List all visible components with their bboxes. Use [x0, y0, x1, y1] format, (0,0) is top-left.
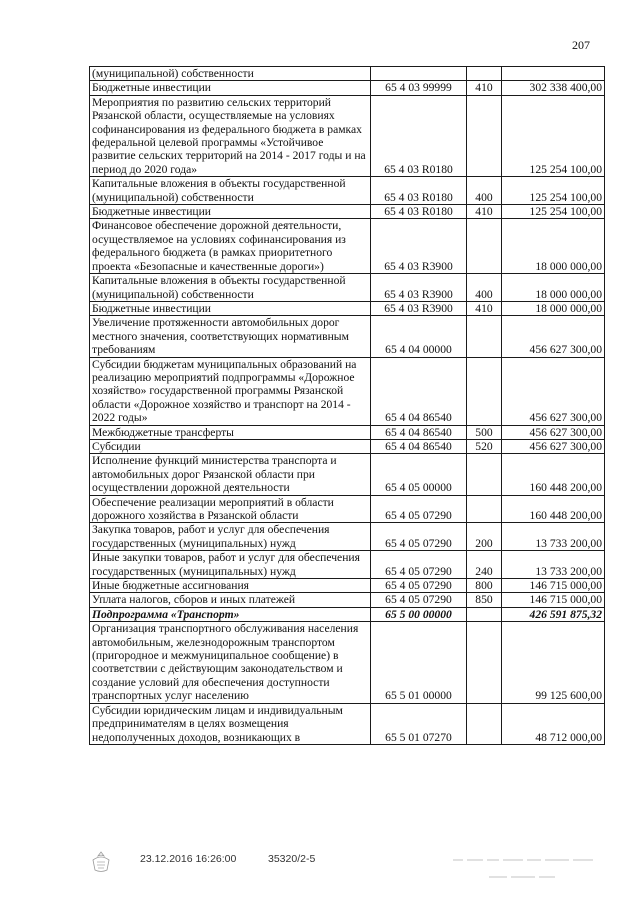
row-type: 410 [467, 301, 502, 315]
table-row [90, 301, 605, 315]
row-code: 65 4 04 86540 [371, 425, 467, 439]
row-type: 400 [467, 274, 502, 302]
row-code: 65 4 03 99999 [371, 81, 467, 95]
row-type: 520 [467, 439, 502, 453]
row-code: 65 4 05 07290 [371, 593, 467, 607]
row-name: Иные закупки товаров, работ и услуг для обеспечения государственных (муниципальных) нужд [90, 551, 371, 579]
row-name: Уплата налогов, сборов и иных платежей [90, 593, 371, 607]
row-type: 850 [467, 593, 502, 607]
row-code: 65 4 03 R3900 [371, 219, 467, 274]
row-amount: 13 733 200,00 [502, 523, 605, 551]
row-name: Подпрограмма «Транспорт» [90, 607, 371, 621]
row-amount: 18 000 000,00 [502, 301, 605, 315]
budget-table-body [90, 67, 605, 745]
row-name: Субсидии бюджетам муниципальных образований на реализацию мероприятий подпрограммы «Дорожное хозяйство» государственной программы Рязанской области «Дорожное хозяйство и транспорт на 2014 - 2022 годы» [90, 357, 371, 425]
watermark-stamp [444, 852, 604, 892]
table-row [90, 495, 605, 523]
row-code: 65 4 05 00000 [371, 454, 467, 495]
row-amount: 13 733 200,00 [502, 551, 605, 579]
row-type [467, 357, 502, 425]
table-row [90, 316, 605, 357]
table-row [90, 205, 605, 219]
row-code: 65 4 04 86540 [371, 357, 467, 425]
row-type: 200 [467, 523, 502, 551]
row-amount: 146 715 000,00 [502, 579, 605, 593]
row-amount: 125 254 100,00 [502, 177, 605, 205]
row-amount: 456 627 300,00 [502, 439, 605, 453]
table-row [90, 622, 605, 703]
row-type [467, 703, 502, 744]
row-name: (муниципальной) собственности [90, 67, 371, 81]
row-name: Мероприятия по развитию сельских территорий Рязанской области, осуществляемые на условиях софинансирования из федерального бюджета в рамках федеральной целевой программы «Устойчивое развитие сельских территорий на 2014 - 2017 годы и на период до 2020 года» [90, 95, 371, 176]
table-row [90, 425, 605, 439]
emblem-icon [88, 850, 114, 874]
row-amount: 125 254 100,00 [502, 95, 605, 176]
row-amount: 456 627 300,00 [502, 316, 605, 357]
row-code: 65 4 04 00000 [371, 316, 467, 357]
row-amount: 426 591 875,32 [502, 607, 605, 621]
row-type: 500 [467, 425, 502, 439]
row-amount: 146 715 000,00 [502, 593, 605, 607]
row-code [371, 67, 467, 81]
row-amount: 302 338 400,00 [502, 81, 605, 95]
row-code: 65 4 05 07290 [371, 523, 467, 551]
row-type [467, 622, 502, 703]
row-name: Бюджетные инвестиции [90, 81, 371, 95]
row-name: Субсидии [90, 439, 371, 453]
row-type [467, 607, 502, 621]
row-code: 65 4 03 R3900 [371, 274, 467, 302]
table-row [90, 81, 605, 95]
table-row [90, 274, 605, 302]
row-name: Увеличение протяженности автомобильных дорог местного значения, соответствующих нормативным требованиям [90, 316, 371, 357]
table-row [90, 357, 605, 425]
table-row [90, 593, 605, 607]
table-row [90, 551, 605, 579]
row-amount: 99 125 600,00 [502, 622, 605, 703]
row-amount: 18 000 000,00 [502, 219, 605, 274]
row-code: 65 4 05 07290 [371, 579, 467, 593]
row-name: Субсидии юридическим лицам и индивидуальным предпринимателям в целях возмещения недополученных доходов, возникающих в [90, 703, 371, 744]
table-row [90, 67, 605, 81]
table-row [90, 177, 605, 205]
row-name: Капитальные вложения в объекты государственной (муниципальной) собственности [90, 177, 371, 205]
row-amount [502, 67, 605, 81]
row-type [467, 95, 502, 176]
row-amount: 48 712 000,00 [502, 703, 605, 744]
row-name: Иные бюджетные ассигнования [90, 579, 371, 593]
row-code: 65 4 03 R3900 [371, 301, 467, 315]
row-name: Закупка товаров, работ и услуг для обеспечения государственных (муниципальных) нужд [90, 523, 371, 551]
row-name: Капитальные вложения в объекты государственной (муниципальной) собственности [90, 274, 371, 302]
row-type [467, 316, 502, 357]
row-amount: 456 627 300,00 [502, 357, 605, 425]
row-type: 800 [467, 579, 502, 593]
row-type: 400 [467, 177, 502, 205]
table-row [90, 454, 605, 495]
row-name: Бюджетные инвестиции [90, 301, 371, 315]
row-code: 65 4 05 07290 [371, 495, 467, 523]
row-code: 65 4 04 86540 [371, 439, 467, 453]
row-type: 410 [467, 81, 502, 95]
row-type [467, 219, 502, 274]
table-row [90, 523, 605, 551]
row-amount: 456 627 300,00 [502, 425, 605, 439]
row-code: 65 4 03 R0180 [371, 95, 467, 176]
row-type [467, 454, 502, 495]
row-code: 65 4 03 R0180 [371, 177, 467, 205]
row-name: Исполнение функций министерства транспорта и автомобильных дорог Рязанской области при осуществлении дорожной деятельности [90, 454, 371, 495]
row-name: Финансовое обеспечение дорожной деятельности, осуществляемое на условиях софинансирования из федерального бюджета (в рамках приоритетного проекта «Безопасные и качественные дороги») [90, 219, 371, 274]
table-row [90, 439, 605, 453]
row-code: 65 5 01 07270 [371, 703, 467, 744]
row-name: Межбюджетные трансферты [90, 425, 371, 439]
budget-table [89, 66, 605, 745]
row-name: Организация транспортного обслуживания населения автомобильным, железнодорожным транспортом (пригородное и межмуниципальное сообщение) в соответствии с действующим законодательством и создание условий для обеспечения доступности транспортных услуг населению [90, 622, 371, 703]
row-type [467, 67, 502, 81]
table-row [90, 95, 605, 176]
table-row [90, 703, 605, 744]
row-amount: 160 448 200,00 [502, 495, 605, 523]
table-row [90, 607, 605, 621]
row-amount: 18 000 000,00 [502, 274, 605, 302]
row-code: 65 4 03 R0180 [371, 205, 467, 219]
row-type: 240 [467, 551, 502, 579]
row-code: 65 4 05 07290 [371, 551, 467, 579]
page-number: 207 [572, 38, 590, 52]
row-name: Бюджетные инвестиции [90, 205, 371, 219]
footer-datetime: 23.12.2016 16:26:00 [140, 853, 237, 865]
row-code: 65 5 00 00000 [371, 607, 467, 621]
row-name: Обеспечение реализации мероприятий в области дорожного хозяйства в Рязанской области [90, 495, 371, 523]
table-row [90, 579, 605, 593]
footer-doc-number: 35320/2-5 [268, 853, 316, 865]
row-type: 410 [467, 205, 502, 219]
row-amount: 160 448 200,00 [502, 454, 605, 495]
row-code: 65 5 01 00000 [371, 622, 467, 703]
row-amount: 125 254 100,00 [502, 205, 605, 219]
table-row [90, 219, 605, 274]
row-type [467, 495, 502, 523]
